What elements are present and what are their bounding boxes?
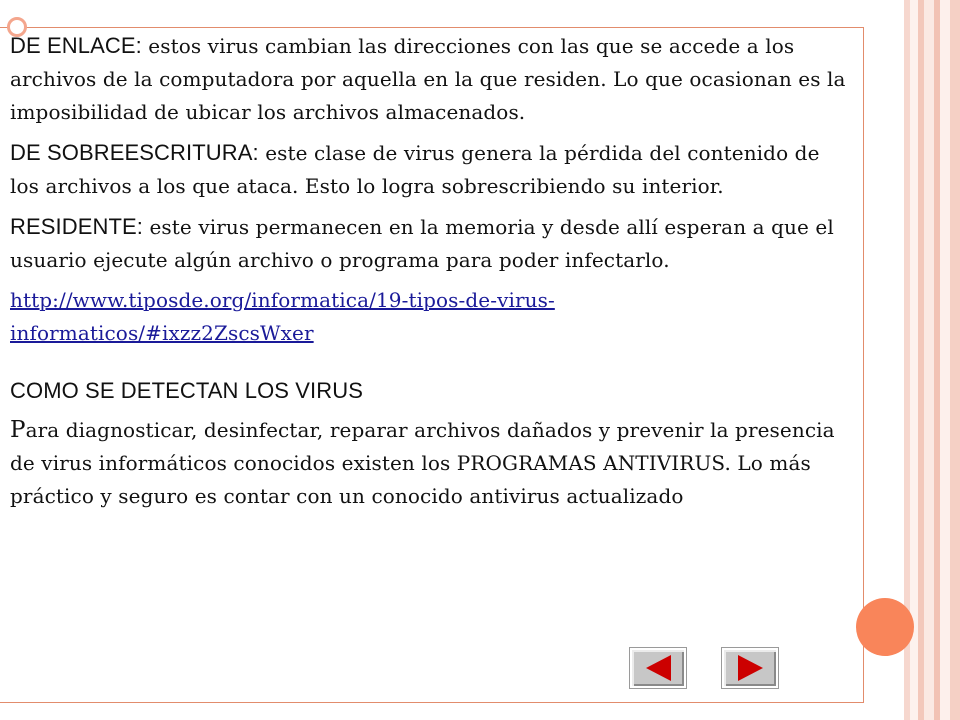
decorative-orange-circle	[856, 598, 914, 656]
term-residente: RESIDENTE:	[10, 214, 144, 239]
text-residente: este virus permanecen en la memoria y desde allí esperan a que el usuario ejecute algún archivo o programa para poder infectarlo.	[10, 215, 834, 272]
decorative-stripes	[904, 0, 960, 720]
next-slide-button[interactable]	[722, 648, 778, 688]
triangle-right-icon	[724, 650, 776, 686]
triangle-left-icon	[632, 650, 684, 686]
text-sobreescritura: este clase de virus genera la pérdida del contenido de los archivos a los que ataca. Esto lo logra sobrescribiendo su interior.	[10, 141, 820, 198]
paragraph-sobreescritura	[10, 136, 852, 203]
term-de-enlace: DE ENLACE:	[10, 33, 142, 58]
text-detection: ara diagnosticar, desinfectar, reparar archivos dañados y prevenir la presencia de virus informáticos conocidos existen los PROGRAMAS ANTIVIRUS. Lo más práctico y seguro es contar con un conocido antivirus actualizado	[10, 418, 835, 508]
paragraph-detection	[10, 414, 852, 513]
paragraph-residente	[10, 210, 852, 277]
text-de-enlace: estos virus cambian las direcciones con las que se accede a los archivos de la computadora por aquella en la que residen. Lo que ocasionan es la imposibilidad de ubicar los archivos almacenados.	[10, 34, 846, 124]
source-link[interactable]: http://www.tiposde.org/informatica/19-tipos-de-virus-informaticos/#ixzz2ZscsWxer	[10, 288, 555, 345]
previous-slide-button[interactable]	[630, 648, 686, 688]
drop-letter: P	[10, 417, 26, 443]
section-heading: COMO SE DETECTAN LOS VIRUS	[10, 378, 364, 403]
term-sobreescritura: DE SOBREESCRITURA:	[10, 140, 259, 165]
source-paragraph	[10, 284, 852, 350]
slide-body	[10, 29, 852, 520]
paragraph-de-enlace	[10, 29, 852, 129]
